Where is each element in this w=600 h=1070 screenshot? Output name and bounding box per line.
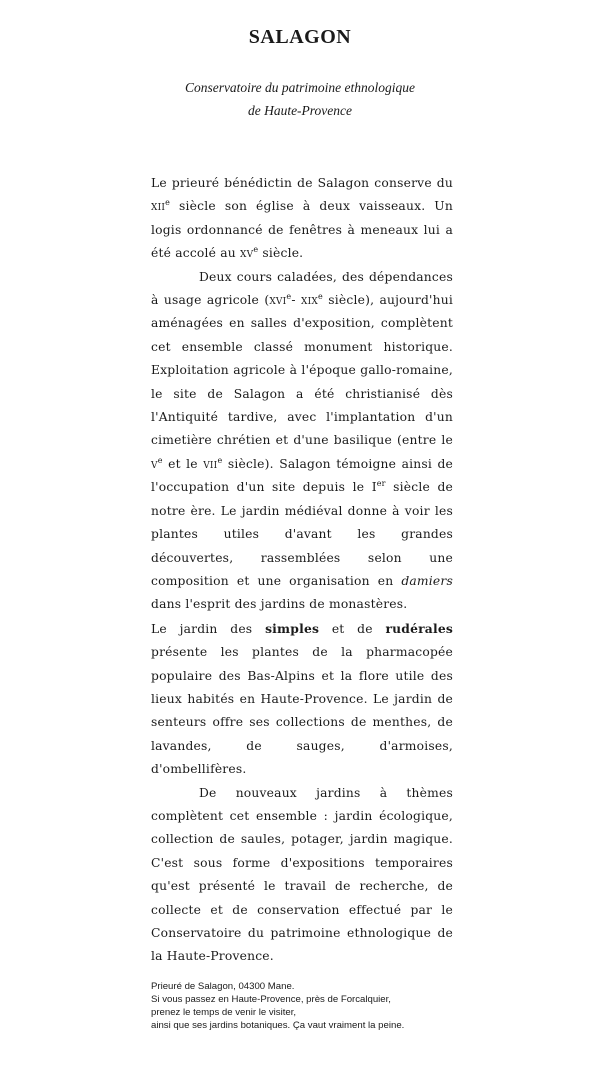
paragraph-4	[151, 782, 453, 969]
p3-simples: simples	[265, 620, 320, 636]
p2-century-7: vii	[203, 456, 218, 471]
subtitle-line-1: Conservatoire du patrimoine ethnologique	[184, 80, 416, 95]
p2-century-19: xix	[301, 293, 318, 308]
p2-century-19-sup: e	[318, 291, 323, 301]
p1-text-b: siècle son église à deux vaisseaux. Un logis ordonnancé de fenêtres à meneaux lui a été accolé au	[151, 199, 453, 261]
p2-dash: -	[291, 293, 302, 308]
p4-text-a: De nouveaux jardins à thèmes complètent cet ensemble : jardin écologique, collection de saules, potager, jardin magique. C'est sous forme d'expositions temporaires qu'est présenté le travail de recherche, de collecte et de conservation effectué par le Conservatoire du patrimoine ethnologique de la Haute-Provence.	[151, 785, 453, 964]
p1-text-a: Le prieuré bénédictin de Salagon conserve du	[151, 176, 453, 190]
footer-line-2: Si vous passez en Haute-Provence, près de Forcalquier,	[151, 994, 391, 1005]
p1-century-12: xii	[151, 199, 166, 214]
page-title: SALAGON	[248, 26, 352, 48]
p2-century-5-sup: e	[157, 455, 163, 465]
body-text	[151, 172, 453, 969]
p1-century-15-sup: e	[253, 245, 259, 255]
p1-century-15: xv	[240, 246, 254, 261]
p2-century-16: xvi	[269, 293, 287, 308]
footer-line-4: ainsi que ses jardins botaniques. Ça vaut vraiment la peine.	[151, 1020, 405, 1031]
p1-century-12-sup: e	[165, 198, 171, 208]
p2-text-a: Deux cours caladées, des dépendances à usage agricole (	[151, 269, 453, 308]
p2-text-c: et le	[162, 456, 204, 471]
p3-text-a: Le jardin des	[151, 621, 266, 636]
p2-text-f: dans l'esprit des jardins de monastères.	[151, 597, 408, 612]
paragraph-2	[151, 266, 453, 617]
p3-ruderales: rudérales	[385, 620, 453, 636]
p2-century-16-sup: e	[286, 291, 292, 301]
p2-century-1-sup: er	[376, 479, 386, 489]
p2-century-7-sup: e	[217, 455, 223, 465]
paragraph-3	[151, 617, 453, 782]
p2-century-5: v	[151, 456, 158, 471]
p2-century-1: I	[371, 480, 377, 495]
footer-line-1: Prieuré de Salagon, 04300 Mane.	[151, 981, 295, 992]
footer	[151, 980, 471, 1032]
p1-text-c: siècle.	[258, 246, 304, 261]
p2-text-e: siècle de notre ère. Le jardin médiéval donne à voir les plantes utiles d'avant les grandes découvertes, rassemblées selon une composition et une organisation en	[151, 480, 453, 588]
subtitle-line-2: de Haute-Provence	[247, 103, 353, 118]
p2-text-d: siècle). Salagon témoigne ainsi de l'occupation d'un site depuis le	[151, 456, 453, 495]
p3-text-b: et de	[319, 621, 386, 636]
footer-line-3: prenez le temps de venir le visiter,	[151, 1007, 297, 1018]
p3-text-c: présente les plantes de la pharmacopée populaire des Bas-Alpins et la flore utile des lieux habités en Haute-Provence. Le jardin de senteurs offre ses collections de menthes, de lavandes, de sauges, d'armoises, d'ombellifères.	[151, 645, 453, 777]
p2-damiers: damiers	[401, 573, 453, 588]
paragraph-1	[151, 172, 453, 266]
p2-text-b: siècle), aujourd'hui aménagées en salles d'exposition, complètent cet ensemble classé monument historique. Exploitation agricole à l'époque gallo-romaine, le site de Salagon a été christianisé dès l'Antiquité tardive, avec l'implantation d'un cimetière chrétien et d'une basilique (entre le	[151, 293, 453, 448]
